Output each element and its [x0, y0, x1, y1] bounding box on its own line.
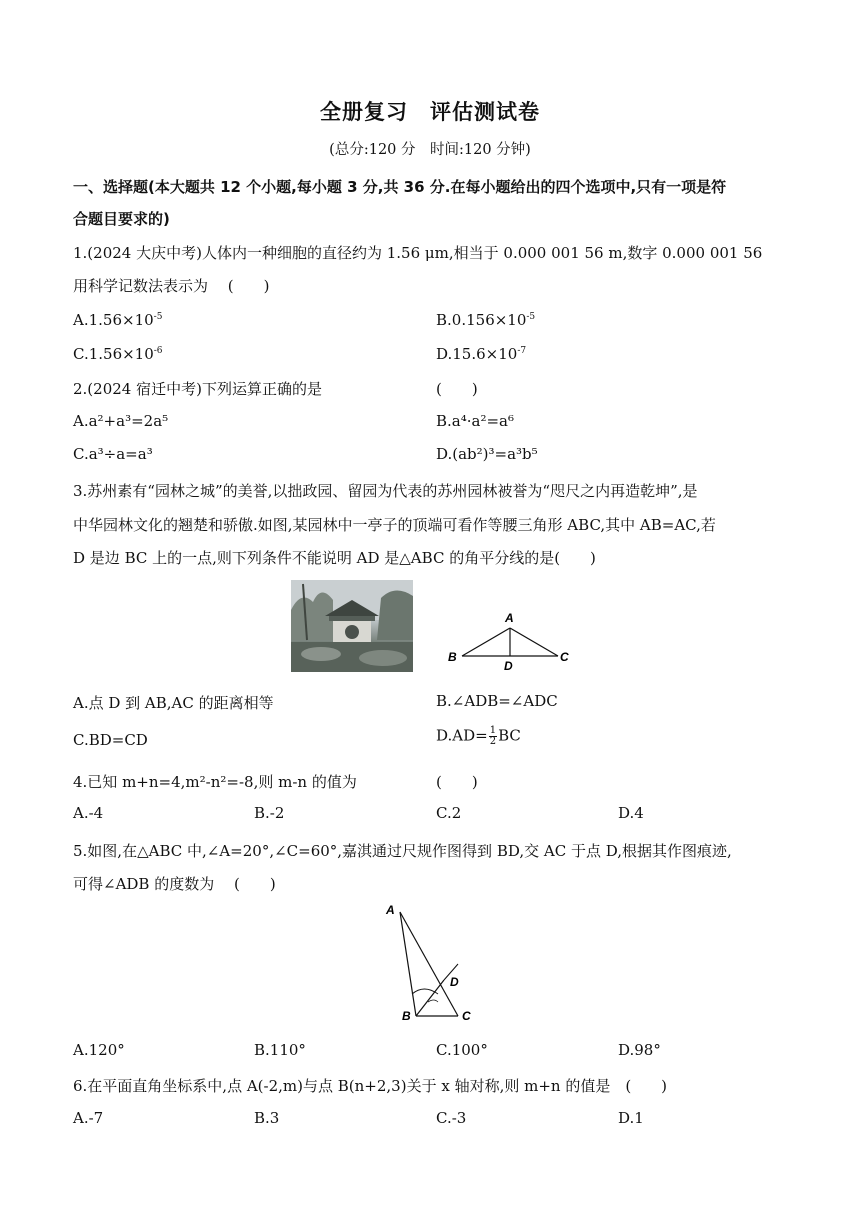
- q3-option-d: D.AD= $\frac{1}{2}$ BC: [436, 725, 521, 747]
- q3-option-a: A.点 D 到 AB,AC 的距离相等: [73, 694, 274, 712]
- q3-stem-line2: 中华园林文化的翘楚和骄傲.如图,某园林中一亭子的顶端可看作等腰三角形 ABC,其中 AB=AC,若: [73, 516, 716, 534]
- section-heading-line2: 合题目要求的): [73, 210, 170, 228]
- q1-stem-line2: 用科学记数法表示为 ( ): [73, 277, 270, 295]
- q2-option-b: B.a⁴·a²=a⁶: [436, 412, 514, 430]
- q5-option-c: C.100°: [436, 1041, 488, 1059]
- q5-option-a: A.120°: [73, 1041, 125, 1059]
- q3-label-b: B: [448, 650, 457, 664]
- q5-stem-line1: 5.如图,在△ABC 中,∠A=20°,∠C=60°,嘉淇通过尺规作图得到 BD,交 AC 于点 D,根据其作图痕迹,: [73, 842, 732, 860]
- q3-stem-line1: 3.苏州素有“园林之城”的美誉,以拙政园、留园为代表的苏州园林被誉为“咫尺之内再造乾坤”,是: [73, 482, 698, 500]
- q4-option-c: C.2: [436, 804, 462, 822]
- q2-option-a: A.a²+a³=2a⁵: [73, 412, 169, 430]
- q1-option-a: $A.1.56\times 10^{-5}$: [73, 311, 163, 329]
- q1-option-b: $B.0.156\times 10^{-5}$: [436, 311, 536, 329]
- q3-option-c: C.BD=CD: [73, 731, 148, 749]
- garden-pavilion-photo: [291, 580, 413, 672]
- q6-option-c: C.-3: [436, 1109, 467, 1127]
- q3-triangle-figure: [440, 608, 580, 674]
- q3-label-a: A: [505, 611, 514, 625]
- section-heading-line1: 一、选择题(本大题共 12 个小题,每小题 3 分,共 36 分.在每小题给出的四个选项中,只有一项是符: [73, 178, 727, 196]
- q2-option-c: C.a³÷a=a³: [73, 445, 153, 463]
- q4-option-a: A.-4: [73, 804, 104, 822]
- page-subtitle: (总分:120 分 时间:120 分钟): [329, 142, 531, 158]
- q3-fraction-half: $\frac{1}{2}$: [489, 725, 497, 747]
- q5-option-d: D.98°: [618, 1041, 661, 1059]
- q4-option-d: D.4: [618, 804, 644, 822]
- page-title: 全册复习 评估测试卷: [320, 100, 540, 124]
- q3-stem-line3: D 是边 BC 上的一点,则下列条件不能说明 AD 是△ABC 的角平分线的是( ): [73, 549, 596, 567]
- q3-label-c: C: [560, 650, 569, 664]
- q5-label-d: D: [450, 975, 459, 989]
- q4-answer-paren: ( ): [436, 773, 478, 791]
- q2-answer-paren: ( ): [436, 380, 478, 398]
- q6-option-a: A.-7: [73, 1109, 104, 1127]
- q3-option-b: B.∠ADB=∠ADC: [436, 692, 558, 710]
- q2-stem: 2.(2024 宿迁中考)下列运算正确的是: [73, 380, 322, 398]
- q1-stem-line1: 1.(2024 大庆中考)人体内一种细胞的直径约为 1.56 μm,相当于 0.000 001 56 m,数字 0.000 001 56: [73, 244, 763, 262]
- q4-stem: 4.已知 m+n=4,m²-n²=-8,则 m-n 的值为: [73, 773, 357, 791]
- q5-triangle-figure: [378, 898, 488, 1026]
- q1-option-c: $C.1.56\times 10^{-6}$: [73, 345, 163, 363]
- q5-label-a: A: [386, 903, 395, 917]
- q4-option-b: B.-2: [254, 804, 285, 822]
- q5-option-b: B.110°: [254, 1041, 306, 1059]
- q3-label-d: D: [504, 659, 513, 673]
- q5-label-c: C: [462, 1009, 471, 1023]
- q5-stem-line2: 可得∠ADB 的度数为 ( ): [73, 875, 276, 893]
- q5-label-b: B: [402, 1009, 411, 1023]
- q2-option-d: D.(ab²)³=a³b⁵: [436, 445, 538, 463]
- q1-option-d: $D.15.6\times 10^{-7}$: [436, 345, 527, 363]
- q6-option-d: D.1: [618, 1109, 644, 1127]
- q6-option-b: B.3: [254, 1109, 280, 1127]
- q6-stem: 6.在平面直角坐标系中,点 A(-2,m)与点 B(n+2,3)关于 x 轴对称,则 m+n 的值是 ( ): [73, 1077, 668, 1095]
